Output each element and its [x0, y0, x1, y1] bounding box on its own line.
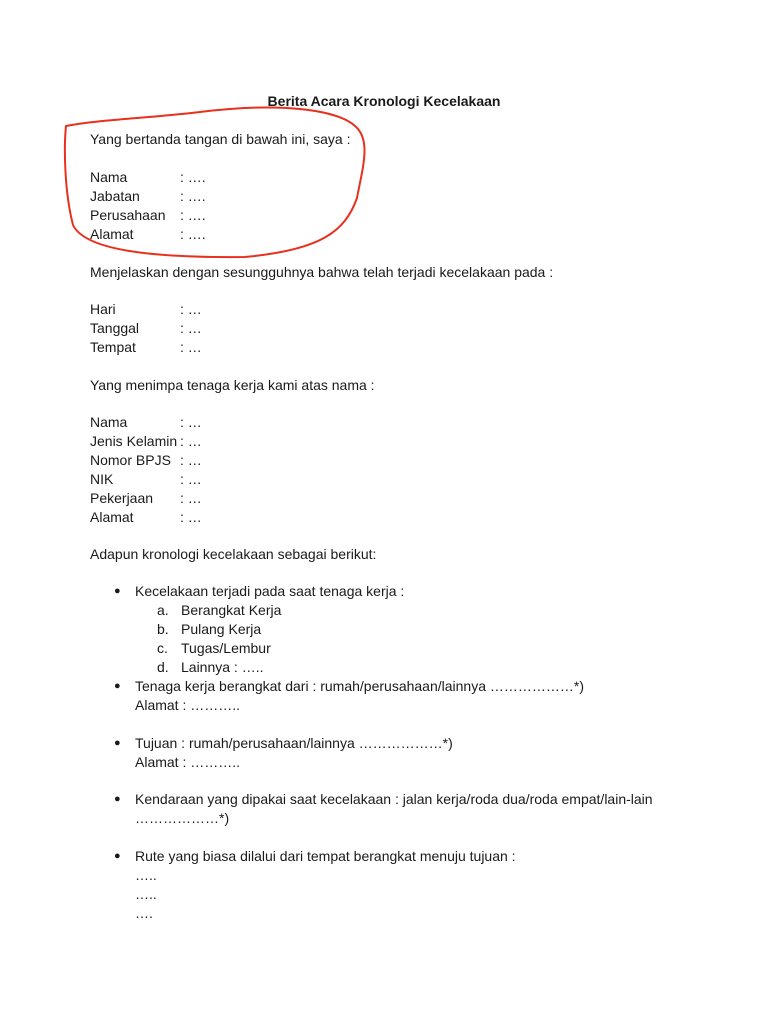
victim-label-nama: Nama	[90, 414, 128, 430]
bullet-icon: ●	[114, 850, 121, 862]
victim-label-nik: NIK	[90, 471, 114, 487]
bullet-icon: ●	[114, 585, 121, 597]
bullet-5-line: …..	[135, 867, 157, 883]
victim-label-jenis-kelamin: Jenis Kelamin	[90, 433, 178, 449]
signer-label-perusahaan: Perusahaan	[90, 207, 166, 223]
victim-value-nomor-bpjs: : …	[180, 452, 202, 468]
victim-label-nomor-bpjs: Nomor BPJS	[90, 452, 171, 468]
incident-value-tempat: : …	[180, 339, 202, 355]
incident-value-hari: : …	[180, 301, 202, 317]
sub-item-text: Pulang Kerja	[181, 621, 262, 637]
sub-item-text: Tugas/Lembur	[181, 640, 271, 656]
intro-text: Yang bertanda tangan di bawah ini, saya :	[90, 131, 351, 147]
victim-value-alamat: : …	[180, 509, 202, 525]
bullet-4-line2: ………………*)	[135, 810, 230, 826]
signer-label-jabatan: Jabatan	[90, 188, 140, 204]
sub-item-text: Lainnya : …..	[181, 659, 264, 675]
bullet-2-line2: Alamat : ………..	[135, 697, 241, 713]
signer-label-alamat: Alamat	[90, 226, 134, 242]
signer-value-perusahaan: : ….	[180, 207, 206, 223]
signer-value-jabatan: : ….	[180, 188, 206, 204]
sub-item-text: Berangkat Kerja	[181, 602, 282, 618]
chronology-intro-text: Adapun kronologi kecelakaan sebagai berikut:	[90, 546, 377, 562]
bullet-3-text: Tujuan : rumah/perusahaan/lainnya ………………*)	[135, 735, 453, 751]
victim-value-nama: : …	[180, 414, 202, 430]
signer-value-alamat: : ….	[180, 226, 206, 242]
bullet-icon: ●	[114, 680, 121, 692]
victim-intro-text: Yang menimpa tenaga kerja kami atas nama :	[90, 377, 375, 393]
bullet-icon: ●	[114, 793, 121, 805]
incident-value-tanggal: : …	[180, 320, 202, 336]
sub-item-marker: a.	[157, 602, 169, 618]
sub-item-marker: c.	[157, 640, 168, 656]
incident-label-tempat: Tempat	[90, 339, 136, 355]
signer-value-nama: : ….	[180, 169, 206, 185]
victim-label-pekerjaan: Pekerjaan	[90, 490, 154, 506]
incident-label-tanggal: Tanggal	[90, 320, 140, 336]
bullet-5-line: …..	[135, 886, 157, 902]
sub-item-marker: b.	[157, 621, 169, 637]
victim-value-pekerjaan: : …	[180, 490, 202, 506]
bullet-5-text: Rute yang biasa dilalui dari tempat berangkat menuju tujuan :	[135, 848, 516, 864]
victim-label-alamat: Alamat	[90, 509, 134, 525]
victim-value-nik: : …	[180, 471, 202, 487]
statement-text: Menjelaskan dengan sesungguhnya bahwa telah terjadi kecelakaan pada :	[90, 264, 554, 280]
document-title: Berita Acara Kronologi Kecelakaan	[267, 93, 501, 109]
bullet-2-text: Tenaga kerja berangkat dari : rumah/perusahaan/lainnya ………………*)	[135, 678, 585, 694]
bullet-icon: ●	[114, 737, 121, 749]
bullet-1-text: Kecelakaan terjadi pada saat tenaga kerja :	[135, 583, 405, 599]
bullet-4-text: Kendaraan yang dipakai saat kecelakaan : jalan kerja/roda dua/roda empat/lain-lain	[135, 791, 653, 807]
incident-label-hari: Hari	[90, 301, 116, 317]
sub-item-marker: d.	[157, 659, 169, 675]
signer-label-nama: Nama	[90, 169, 128, 185]
bullet-5-line: ….	[135, 905, 153, 921]
bullet-3-line2: Alamat : ………..	[135, 754, 241, 770]
victim-value-jenis-kelamin: : …	[180, 433, 202, 449]
